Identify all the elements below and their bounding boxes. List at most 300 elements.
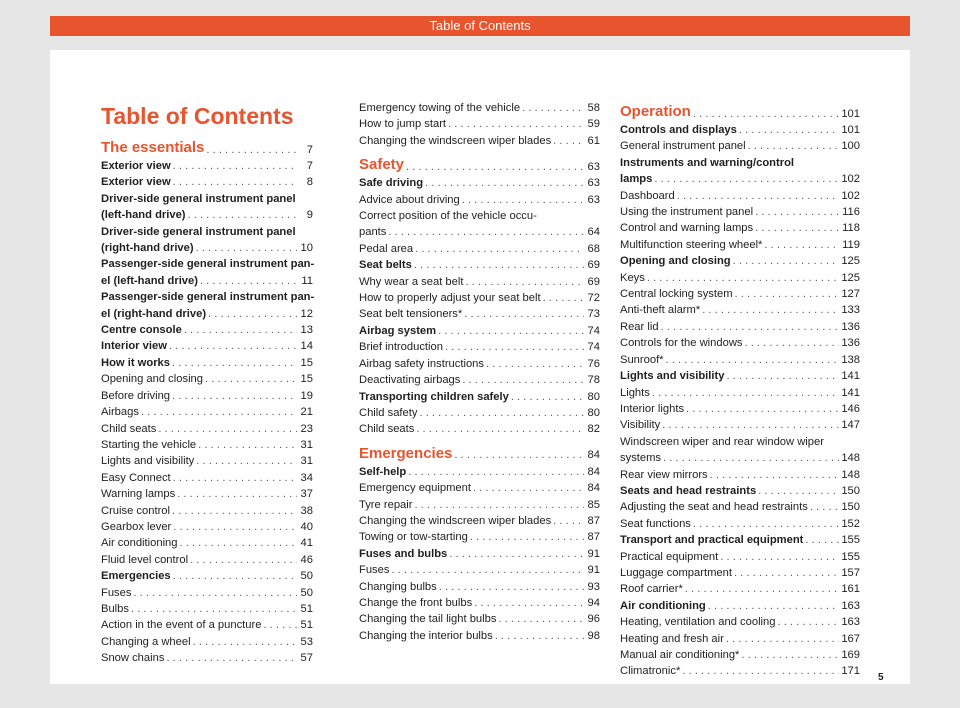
toc-entry-title: Airbag system [359, 324, 437, 337]
toc-entry-title: Child safety [359, 406, 418, 419]
toc-entry[interactable] [101, 552, 313, 568]
toc-page-number: 100 [841, 140, 860, 153]
dot-leader [193, 634, 297, 650]
toc-entry[interactable] [359, 464, 600, 480]
dot-leader [180, 535, 298, 551]
toc-entry[interactable] [101, 650, 313, 666]
toc-entry-title: Visibility [620, 419, 661, 432]
toc-entry[interactable] [620, 499, 860, 515]
dot-leader [735, 286, 840, 302]
header-bar [50, 16, 910, 36]
toc-entry[interactable] [620, 204, 860, 220]
toc-page-number: 87 [587, 514, 600, 527]
toc-page-number: 102 [841, 173, 860, 186]
toc-entry[interactable] [620, 467, 860, 483]
dot-leader [486, 356, 584, 372]
toc-entry-title: Changing a wheel [101, 635, 191, 648]
toc-entry[interactable] [620, 286, 860, 302]
toc-entry[interactable] [359, 405, 600, 421]
toc-entry-title: lamps [620, 173, 653, 186]
toc-entry-line: Instruments and warning/control [620, 156, 795, 169]
dot-leader [686, 401, 839, 417]
toc-entry-title: Deactivating airbags [359, 374, 461, 387]
toc-entry[interactable] [101, 601, 313, 617]
toc-page-number: 148 [841, 452, 860, 465]
toc-entry-title: Emergencies [359, 444, 453, 462]
toc-page-number: 125 [841, 271, 860, 284]
toc-page-number: 76 [587, 357, 600, 370]
dot-leader [682, 663, 839, 679]
toc-entry-title: Tyre repair [359, 498, 413, 511]
toc-page-number: 72 [587, 292, 600, 305]
toc-page-number: 41 [300, 537, 313, 550]
toc-entry[interactable] [359, 497, 600, 513]
dot-leader [702, 302, 839, 318]
dot-leader [662, 417, 839, 433]
toc-entry-title: Safe driving [359, 177, 424, 190]
toc-entry[interactable] [620, 663, 860, 679]
dot-leader [419, 405, 584, 421]
toc-page-number: 136 [841, 337, 860, 350]
toc-entry-title: Airbags [101, 406, 139, 419]
toc-entry-title: Airbag safety instructions [359, 357, 484, 370]
toc-page-number: 84 [587, 465, 600, 478]
dot-leader [755, 204, 840, 220]
toc-entry[interactable] [620, 335, 860, 351]
toc-page-number: 58 [587, 102, 600, 114]
dot-leader [652, 385, 839, 401]
dot-leader [414, 257, 584, 273]
toc-entry[interactable] [101, 240, 313, 256]
toc-entry-title: Central locking system [620, 288, 733, 301]
dot-leader [810, 499, 840, 515]
toc-entry-line: Passenger-side general instrument pan- [101, 258, 315, 271]
toc-page-number: 63 [587, 160, 600, 173]
toc-entry-line: Passenger-side general instrument pan- [101, 291, 315, 304]
toc-entry[interactable] [620, 483, 860, 499]
toc-entry-title: (right-hand drive) [101, 242, 194, 255]
dot-leader [710, 467, 840, 483]
dot-leader [173, 568, 297, 584]
toc-page-number: 157 [841, 566, 860, 579]
toc-entry[interactable] [620, 138, 860, 154]
toc-entry-title: (left-hand drive) [101, 209, 186, 222]
toc-entry[interactable] [359, 372, 600, 388]
dot-leader [445, 339, 584, 355]
dot-leader [708, 598, 840, 614]
toc-entry-line: Windscreen wiper and rear window wiper [620, 435, 824, 448]
dot-leader [425, 175, 584, 191]
toc-entry-title: Why wear a seat belt [359, 275, 464, 288]
dot-leader [464, 306, 584, 322]
toc-page-number: 141 [841, 370, 860, 383]
toc-page-number: 87 [587, 531, 600, 544]
toc-entry-title: Emergencies [101, 570, 171, 583]
toc-entry[interactable] [101, 273, 313, 289]
toc-entry-title: Control and warning lamps [620, 222, 754, 235]
toc-entry-title: Rear view mirrors [620, 468, 708, 481]
dot-leader [169, 338, 297, 354]
toc-entry[interactable] [359, 421, 600, 437]
toc-entry[interactable] [359, 480, 600, 496]
toc-entry-title: systems [620, 452, 662, 465]
toc-entry-title: Change the front bulbs [359, 596, 473, 609]
toc-entry-title: Seat functions [620, 517, 691, 530]
dot-leader [208, 306, 297, 322]
toc-page-number: 133 [841, 304, 860, 317]
toc-entry[interactable] [359, 546, 600, 562]
toc-entry[interactable] [359, 241, 600, 257]
toc-entry-title: Practical equipment [620, 550, 719, 563]
toc-page-number: 57 [300, 652, 313, 665]
toc-entry[interactable] [101, 486, 313, 502]
toc-entry[interactable] [359, 323, 600, 339]
toc-entry-title: Cruise control [101, 504, 171, 517]
dot-leader [522, 100, 584, 116]
dot-leader [172, 355, 297, 371]
toc-entry[interactable] [359, 389, 600, 405]
dot-leader [438, 323, 584, 339]
toc-page-number: 7 [306, 160, 313, 172]
toc-entry-title: Gearbox lever [101, 520, 172, 533]
toc-entry[interactable] [620, 598, 860, 614]
toc-page-number: 171 [841, 665, 860, 678]
toc-page-number: 80 [587, 390, 600, 403]
toc-entry[interactable] [620, 549, 860, 565]
dot-leader [141, 404, 297, 420]
toc-entry[interactable] [620, 270, 860, 286]
toc-entry[interactable] [359, 595, 600, 611]
toc-entry-title: Child seats [359, 423, 415, 436]
toc-entry-title: How to jump start [359, 118, 447, 131]
toc-column-2 [359, 100, 600, 644]
dot-leader [733, 253, 840, 269]
dot-leader [473, 480, 584, 496]
toc-entry[interactable] [620, 171, 860, 187]
toc-page-number: 31 [300, 438, 313, 451]
dot-leader [133, 585, 297, 601]
toc-page-number: 163 [841, 616, 860, 629]
dot-leader [755, 220, 840, 236]
toc-page-number: 84 [587, 482, 600, 495]
toc-entry-title: Fuses [101, 586, 132, 599]
toc-page-number: 68 [587, 242, 600, 255]
toc-entry[interactable] [620, 385, 860, 401]
toc-entry[interactable] [620, 220, 860, 236]
dot-leader [693, 516, 839, 532]
toc-entry-title: Keys [620, 271, 645, 284]
toc-entry-title: Exterior view [101, 176, 171, 189]
dot-leader [462, 372, 584, 388]
toc-page-number: 38 [300, 504, 313, 517]
dot-leader [666, 352, 840, 368]
toc-entry[interactable] [620, 532, 860, 548]
toc-entry[interactable] [359, 274, 600, 290]
toc-entry[interactable] [359, 356, 600, 372]
toc-entry[interactable] [101, 371, 313, 387]
header-bar-title: Table of Contents [429, 18, 531, 33]
toc-entry-title: Bulbs [101, 602, 129, 615]
dot-leader [263, 617, 297, 633]
toc-entry[interactable] [620, 237, 860, 253]
toc-page-number: 50 [300, 586, 313, 599]
toc-entry[interactable] [620, 352, 860, 368]
toc-entry[interactable] [620, 417, 860, 433]
toc-entry-title: Child seats [101, 422, 157, 435]
toc-page-number: 96 [587, 613, 600, 626]
toc-entry[interactable] [359, 133, 600, 149]
toc-entry[interactable] [359, 562, 600, 578]
toc-page-number: 13 [300, 324, 313, 337]
toc-section-entry[interactable] [359, 444, 600, 464]
toc-entry[interactable] [101, 338, 313, 354]
toc-page-number: 69 [587, 259, 600, 272]
toc-entry[interactable] [101, 404, 313, 420]
toc-section-entry[interactable] [101, 138, 313, 158]
dot-leader [685, 581, 840, 597]
dot-leader [454, 447, 584, 463]
toc-page-number: 167 [841, 632, 860, 645]
dot-leader [415, 241, 584, 257]
toc-page-number: 93 [587, 580, 600, 593]
toc-entry[interactable] [620, 647, 860, 663]
toc-entry[interactable] [359, 513, 600, 529]
toc-page-number: 9 [306, 209, 313, 222]
toc-page-number: 146 [841, 402, 860, 415]
toc-page-number: 169 [841, 649, 860, 661]
toc-page-number: 40 [300, 520, 313, 533]
dot-leader [131, 601, 297, 617]
toc-page-number: 148 [841, 468, 860, 481]
toc-entry[interactable] [101, 519, 313, 535]
dot-leader [726, 631, 839, 647]
toc-page-number: 46 [300, 553, 313, 566]
dot-leader [474, 595, 584, 611]
toc-entry-title: Roof carrier* [620, 583, 683, 596]
dot-leader [173, 158, 297, 174]
toc-page-number: 51 [300, 619, 313, 632]
toc-entry[interactable] [620, 122, 860, 138]
toc-page-number: 80 [587, 406, 600, 419]
toc-entry-title: Controls and displays [620, 124, 737, 136]
toc-page-number: 37 [300, 488, 313, 501]
toc-section-entry[interactable] [359, 155, 600, 175]
toc-entry[interactable] [359, 628, 600, 644]
toc-page-number: 14 [300, 340, 313, 353]
toc-entry[interactable] [101, 585, 313, 601]
toc-entry[interactable] [359, 224, 600, 240]
toc-page-number: 51 [300, 602, 313, 615]
toc-entry[interactable] [359, 306, 600, 322]
toc-page-number: 150 [841, 484, 860, 497]
toc-entry[interactable] [359, 290, 600, 306]
toc-entry-line: Correct position of the vehicle occu- [359, 210, 537, 223]
toc-page-number: 91 [587, 564, 600, 577]
dot-leader [470, 529, 584, 545]
dot-leader [439, 579, 584, 595]
toc-entry[interactable] [620, 302, 860, 318]
toc-entry[interactable] [620, 631, 860, 647]
toc-page-number: 91 [587, 547, 600, 560]
dot-leader [543, 290, 584, 306]
toc-entry[interactable] [101, 470, 313, 486]
toc-entry-title: Warning lamps [101, 488, 176, 501]
toc-page-number: 101 [841, 124, 860, 136]
toc-entry[interactable] [620, 614, 860, 630]
toc-entry[interactable] [101, 437, 313, 453]
dot-leader [449, 546, 584, 562]
toc-entry-title: Changing the windscreen wiper blades [359, 514, 552, 527]
toc-entry-title: Self-help [359, 465, 407, 478]
toc-entry[interactable] [101, 207, 313, 223]
toc-page-number: 59 [587, 118, 600, 131]
toc-entry-title: The essentials [101, 139, 205, 156]
toc-page-number: 155 [841, 550, 860, 563]
dot-leader [758, 483, 839, 499]
dot-leader [177, 486, 297, 502]
dot-leader [173, 174, 297, 190]
toc-entry[interactable] [101, 453, 313, 469]
toc-entry[interactable] [101, 617, 313, 633]
toc-entry[interactable] [101, 535, 313, 551]
dot-leader [205, 371, 297, 387]
toc-entry[interactable] [101, 568, 313, 584]
toc-entry[interactable] [359, 529, 600, 545]
toc-page-number: 98 [587, 629, 600, 642]
toc-page-number: 15 [300, 356, 313, 369]
toc-entry-title: Rear lid [620, 320, 659, 333]
dot-leader [745, 335, 840, 351]
dot-leader [465, 274, 584, 290]
toc-entry[interactable] [359, 579, 600, 595]
toc-entry-title: Using the instrument panel [620, 206, 754, 219]
dot-leader [158, 421, 297, 437]
toc-page-number: 94 [587, 596, 600, 609]
toc-entry[interactable] [359, 257, 600, 273]
dot-leader [172, 503, 297, 519]
dot-leader [734, 565, 839, 581]
toc-entry-title: Snow chains [101, 652, 165, 665]
toc-entry[interactable] [101, 355, 313, 371]
toc-entry[interactable] [620, 319, 860, 335]
dot-leader [448, 116, 584, 132]
toc-entry[interactable] [101, 174, 313, 190]
page-title: Table of Contents [101, 103, 294, 129]
toc-entry-title: Operation [620, 103, 691, 120]
dot-leader [726, 368, 839, 384]
dot-leader [184, 322, 297, 338]
toc-page-number: 19 [300, 389, 313, 402]
toc-entry-title: Brief introduction [359, 341, 443, 354]
toc-column-3 [620, 100, 860, 680]
toc-entry[interactable] [620, 565, 860, 581]
toc-entry[interactable] [620, 368, 860, 384]
toc-entry-title: Air conditioning [101, 537, 178, 550]
toc-entry[interactable] [620, 450, 860, 466]
dot-leader [414, 497, 584, 513]
dot-leader [196, 453, 297, 469]
toc-entry[interactable] [359, 192, 600, 208]
toc-entry[interactable] [620, 401, 860, 417]
toc-entry-line: Driver-side general instrument panel [101, 225, 296, 238]
toc-entry-title: Interior view [101, 340, 167, 353]
toc-page-number: 50 [300, 570, 313, 583]
toc-entry-title: Fuses and bulbs [359, 547, 448, 560]
dot-leader [764, 237, 840, 253]
toc-entry[interactable] [101, 158, 313, 174]
toc-entry[interactable] [620, 188, 860, 204]
dot-leader [739, 122, 839, 138]
toc-entry[interactable] [359, 175, 600, 191]
toc-entry-title: Opening and closing [101, 373, 204, 386]
toc-entry-title: Changing the interior bulbs [359, 629, 493, 642]
toc-entry[interactable] [359, 339, 600, 355]
toc-entry-title: Changing the windscreen wiper blades [359, 134, 552, 147]
toc-entry-title: Exterior view [101, 160, 171, 172]
toc-page-number: 15 [300, 373, 313, 386]
dot-leader [200, 273, 297, 289]
toc-page-number: 152 [841, 517, 860, 530]
toc-entry[interactable] [101, 634, 313, 650]
toc-page-number: 61 [587, 134, 600, 147]
dot-leader [720, 549, 839, 565]
toc-entry-title: How it works [101, 356, 170, 369]
dot-leader [553, 513, 584, 529]
toc-entry[interactable] [359, 611, 600, 627]
toc-entry[interactable] [620, 253, 860, 269]
dot-leader [416, 421, 584, 437]
toc-entry[interactable] [359, 100, 600, 116]
toc-page-number: 11 [301, 274, 313, 287]
toc-entry[interactable] [101, 503, 313, 519]
toc-entry-title: Emergency equipment [359, 482, 471, 495]
toc-entry-title: How to properly adjust your seat belt [359, 292, 541, 305]
toc-page-number: 141 [841, 386, 860, 399]
toc-entry-title: Easy Connect [101, 471, 171, 484]
dot-leader [173, 519, 297, 535]
dot-leader [663, 450, 839, 466]
dot-leader [172, 388, 297, 404]
dot-leader [198, 437, 297, 453]
toc-entry[interactable] [620, 581, 860, 597]
toc-entry[interactable] [101, 322, 313, 338]
dot-leader [196, 240, 297, 256]
toc-entry[interactable] [101, 421, 313, 437]
page-number: 5 [878, 672, 884, 683]
toc-page-number: 161 [841, 583, 860, 596]
toc-section-entry[interactable] [620, 102, 860, 122]
toc-entry-title: Air conditioning [620, 599, 706, 612]
dot-leader [661, 319, 840, 335]
toc-entry-title: Lights [620, 386, 650, 399]
toc-entry[interactable] [101, 306, 313, 322]
toc-page-number: 102 [841, 189, 860, 202]
toc-entry-title: Transport and practical equipment [620, 534, 804, 547]
toc-entry[interactable] [620, 516, 860, 532]
toc-entry-title: Before driving [101, 389, 171, 402]
dot-leader [173, 470, 297, 486]
toc-entry-title: pants [359, 226, 387, 239]
toc-page-number: 127 [841, 288, 860, 301]
toc-entry[interactable] [101, 388, 313, 404]
toc-page-number: 23 [300, 422, 313, 435]
toc-page-number: 163 [841, 599, 860, 612]
toc-entry-title: el (right-hand drive) [101, 307, 207, 320]
toc-entry-title: Changing bulbs [359, 580, 437, 593]
toc-entry-title: Lights and visibility [620, 370, 725, 383]
toc-entry[interactable] [359, 116, 600, 132]
toc-entry-title: Emergency towing of the vehicle [359, 102, 521, 114]
